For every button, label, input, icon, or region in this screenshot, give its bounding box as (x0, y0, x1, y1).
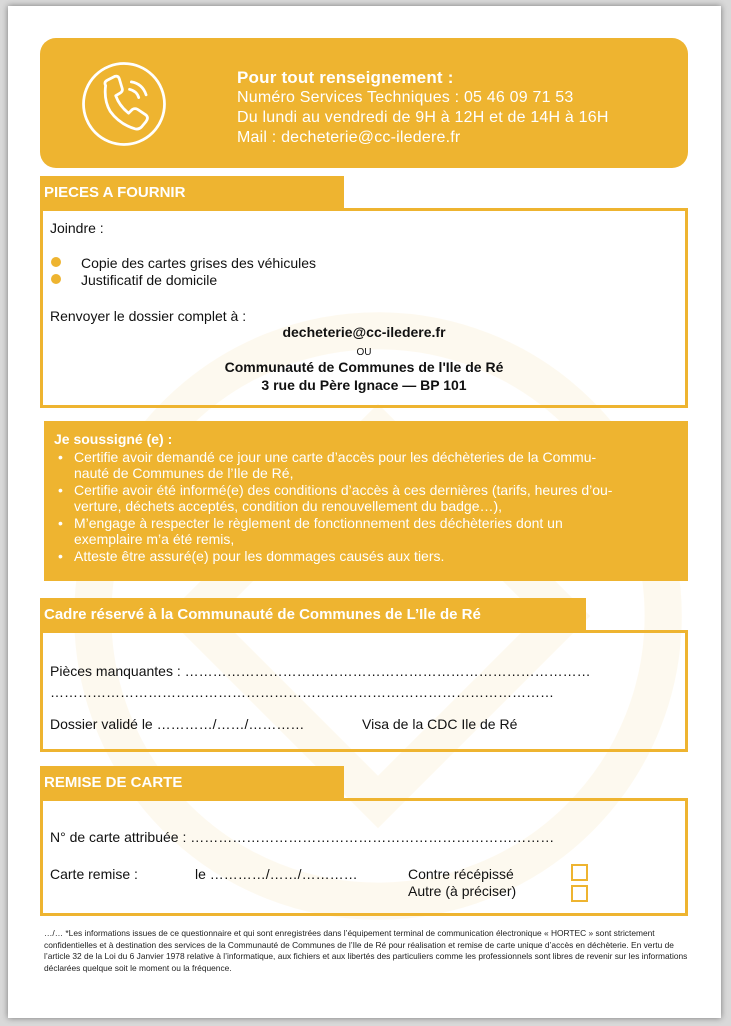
declaration-item: • M’engage à respecter le règlement de fonctionnement des déchèteries dont un exemplaire m’a été remis, (74, 515, 678, 548)
privacy-footnote: …/… *Les informations issues de ce questionnaire et qui sont enregistrées dans l’équipement terminal de communication électronique « HORTEC » sont strictement confidentielles et à destination des services de la Communauté de Communes de l’Ile de Ré pour réalisation et remise de carte unique d’accès en déchèterie. En vertu de l’article 32 de la Loi du 6 Janvier 1978 relative à l’informatique, aux fichiers et aux libertés des particuliers comme les professionnels sont libres de revenir sur les informations déclarées quelque soit le moment ou la fréquence. (44, 928, 688, 973)
form-page (8, 6, 721, 1018)
carte-remise-label: Carte remise : (50, 866, 138, 882)
declaration-box (44, 421, 688, 581)
or-label: OU (356, 347, 372, 358)
visa-label: Visa de la CDC Ile de Ré (362, 716, 518, 732)
pieces-tab-label: PIECES A FOURNIR (44, 183, 186, 201)
contact-email: Mail : decheterie@cc-iledere.fr (237, 129, 461, 146)
bullet-icon (51, 257, 61, 267)
autre-checkbox[interactable] (571, 885, 588, 902)
return-address-name: Communauté de Communes de l'Ile de Ré (224, 359, 504, 375)
dossier-valide-field[interactable]: Dossier validé le …………/……/………… (50, 716, 305, 732)
remise-tab-label: REMISE DE CARTE (44, 773, 183, 791)
opening-hours: Du lundi au vendredi de 9H à 12H et de 14H à 16H (237, 109, 609, 126)
piece-item-cartes-grises: Copie des cartes grises des véhicules (81, 255, 317, 271)
cadre-tab-label: Cadre réservé à la Communauté de Communes de L’Ile de Ré (44, 605, 481, 623)
pieces-manquantes-field[interactable]: Pièces manquantes : …………………………………………………………………………… (50, 663, 591, 679)
remise-tab (40, 766, 344, 798)
carte-attribuee-field[interactable]: N° de carte attribuée : …………………………………………………………………… (50, 829, 555, 845)
return-email: decheterie@cc-iledere.fr (282, 324, 446, 340)
declaration-item: • Certifie avoir demandé ce jour une carte d’accès pour les déchèteries de la Commu- nauté de Communes de l’Ile de Ré, (74, 449, 678, 482)
phone-icon (78, 58, 170, 150)
declaration-list (54, 449, 678, 565)
autre-label: Autre (à préciser) (408, 883, 517, 899)
declaration-item: • Certifie avoir été informé(e) des conditions d’accès à ces dernières (tarifs, heures d’ou- verture, déchets acceptés, condition du renouvellement du badge…), (74, 482, 678, 515)
declaration-item: • Atteste être assuré(e) pour les dommages causés aux tiers. (74, 548, 678, 565)
contact-info (237, 68, 609, 148)
bullet-icon (51, 274, 61, 284)
joindre-label: Joindre : (50, 220, 104, 236)
pieces-tab (40, 176, 344, 208)
contre-recepisse-checkbox[interactable] (571, 864, 588, 881)
phone-number: Numéro Services Techniques : 05 46 09 71 53 (237, 89, 574, 106)
renvoyer-label: Renvoyer le dossier complet à : (50, 308, 247, 324)
pieces-manquantes-line2[interactable]: ……………………………………………………………………………………………… (50, 684, 554, 700)
date-remise-field[interactable]: le …………/……/………… (195, 866, 358, 882)
contre-recepisse-label: Contre récépissé (408, 866, 514, 882)
contact-banner (40, 38, 688, 168)
cadre-tab (40, 598, 586, 630)
remise-box (40, 798, 688, 916)
return-address-street: 3 rue du Père Ignace — BP 101 (261, 377, 467, 393)
contact-title: Pour tout renseignement : (237, 68, 454, 87)
piece-item-justificatif: Justificatif de domicile (81, 272, 218, 288)
declaration-title: Je soussigné (e) : (54, 431, 173, 447)
